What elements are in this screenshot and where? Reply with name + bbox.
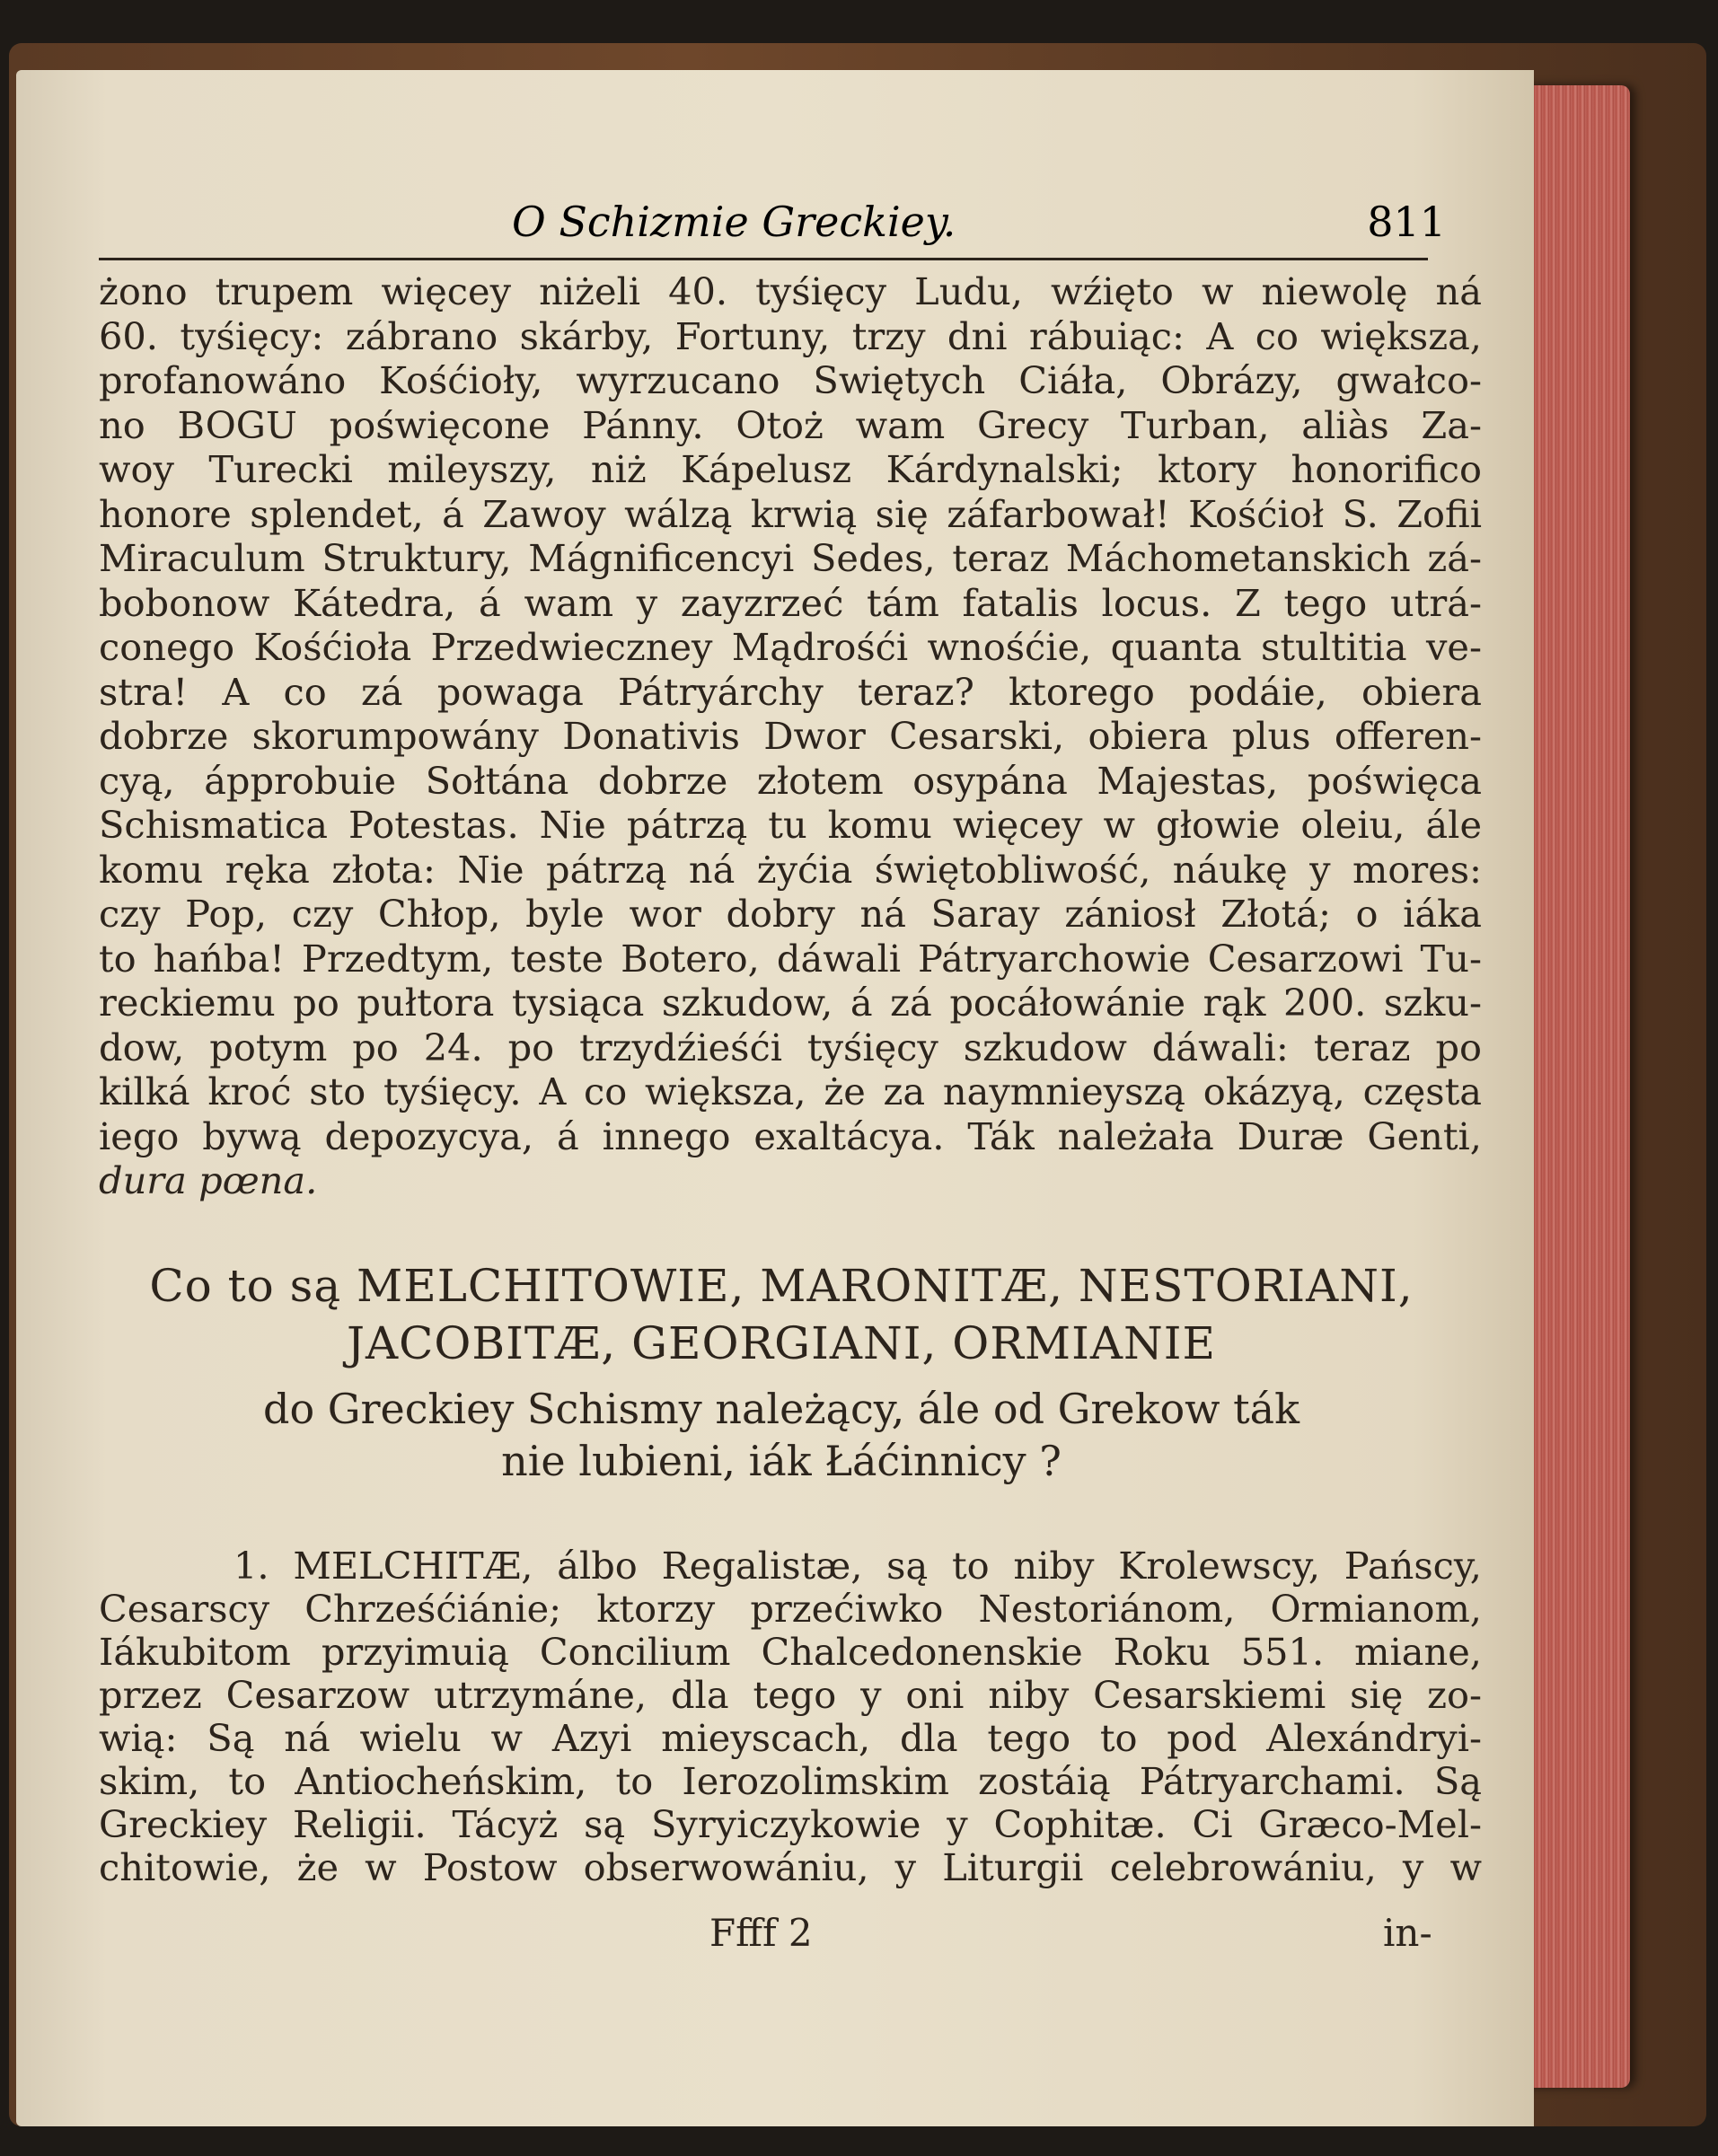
text-line: Schismatica Potestas. Nie pátrzą tu komu więcey w głowie oleiu, ále xyxy=(99,803,1482,847)
text-line: Iákubitom przyimuią Concilium Chalcedonenskie Roku 551. miane, xyxy=(99,1630,1482,1674)
text-line: to hańba! Przedtym, teste Botero, dáwali Pátryarchowie Cesarzowi Tu- xyxy=(99,936,1482,981)
text-line: woy Turecki mileyszy, niż Kápelusz Kárdynalski; ktory honorifico xyxy=(99,447,1482,491)
text-line: conego Kośćioła Przedwieczney Mądrośći wnośćie, quanta stultitia ve- xyxy=(99,625,1482,669)
text-line: 60. tyśięcy: zábrano skárby, Fortuny, trzy dni rábuiąc: A co większa, xyxy=(99,313,1482,358)
text-line: komu ręka złota: Nie pátrzą ná żyćia świętobliwość, náukę y mores: xyxy=(99,847,1482,892)
text-line: wią: Są ná wielu w Azyi mieyscach, dla tego to pod Alexándryi- xyxy=(99,1716,1482,1760)
body-text xyxy=(99,269,1482,1203)
text-line: kilká kroć sto tyśięcy. A co większa, że za naymnieyszą okázyą, częsta xyxy=(99,1069,1482,1113)
text-line: Greckiey Religii. Tácyż są Syryiczykowie y Cophitæ. Ci Græco-Mel- xyxy=(99,1802,1482,1846)
text-line: dobrze skorumpowány Donativis Dwor Cesarski, obiera plus offeren- xyxy=(99,714,1482,758)
page-number: 811 xyxy=(1367,198,1446,246)
text-line: profanowáno Kośćioły, wyrzucano Swiętych Ciáła, Obrázy, gwałco- xyxy=(99,358,1482,402)
catchword: in- xyxy=(1383,1911,1432,1955)
text-line: dura pœna. xyxy=(99,1158,318,1202)
text-line: stra! A co zá powaga Pátryárchy teraz? ktorego podáie, obiera xyxy=(99,669,1482,714)
text-line: przez Cesarzow utrzymáne, dla tego y oni niby Cesarskiemi się zo- xyxy=(99,1673,1482,1717)
running-title: O Schizmie Greckiey. xyxy=(512,198,956,246)
header-rule xyxy=(99,258,1428,260)
text-line: reckiemu po pułtora tysiąca szkudow, á zá pocáłowánie rąk 200. szku- xyxy=(99,981,1482,1025)
text-line: Cesarscy Chrześćiánie; ktorzy przećiwko Nestoriánom, Ormianom, xyxy=(99,1587,1482,1631)
text-line: honore splendet, á Zawoy wálzą krwią się záfarbował! Kośćioł S. Zofii xyxy=(99,491,1482,536)
text-line: cyą, ápprobuie Sołtána dobrze złotem osypána Majestas, poświęca xyxy=(99,758,1482,803)
heading-subline: nie lubieni, iák Łáćinnicy ? xyxy=(501,1437,1062,1485)
text-line: 1. MELCHITÆ, álbo Regalistæ, są to niby Krolewscy, Pańscy, xyxy=(233,1544,1482,1588)
heading-line: JACOBITÆ, GEORGIANI, ORMIANIE xyxy=(347,1317,1216,1369)
text-line: dow, potym po 24. po trzydźieśći tyśięcy szkudow dáwali: teraz po xyxy=(99,1025,1482,1069)
page-header xyxy=(99,198,1446,260)
text-line: czy Pop, czy Chłop, byle wor dobry ná Saray zániosł Złotá; o iáka xyxy=(99,892,1482,936)
signature-mark: Ffff 2 xyxy=(709,1911,813,1955)
text-line: Miraculum Struktury, Mágnificencyi Sedes, teraz Máchometanskich zá- xyxy=(99,536,1482,580)
body-text-section xyxy=(99,1544,1482,1889)
text-line: żono trupem więcey niżeli 40. tyśięcy Ludu, wźięto w niewolę ná xyxy=(99,269,1482,313)
text-line: iego bywą depozycya, á innego exaltácya. Ták należała Duræ Genti, xyxy=(99,1113,1482,1158)
text-line: skim, to Antiocheńskim, to Ierozolimskim zostáią Pátryarchami. Są xyxy=(99,1759,1482,1803)
heading-subline: do Greckiey Schismy należący, ále od Grekow ták xyxy=(263,1385,1300,1433)
heading-line: Co to są MELCHITOWIE, MARONITÆ, NESTORIANI, xyxy=(149,1260,1414,1312)
text-line: bobonow Kátedra, á wam y zayzrzeć tám fatalis locus. Z tego utrá- xyxy=(99,580,1482,625)
text-line: no BOGU poświęcone Pánny. Otoż wam Grecy Turban, aliàs Za- xyxy=(99,402,1482,447)
section-heading xyxy=(99,1257,1464,1487)
text-line: chitowie, że w Postow obserwowániu, y Liturgii celebrowániu, y w xyxy=(99,1845,1482,1889)
